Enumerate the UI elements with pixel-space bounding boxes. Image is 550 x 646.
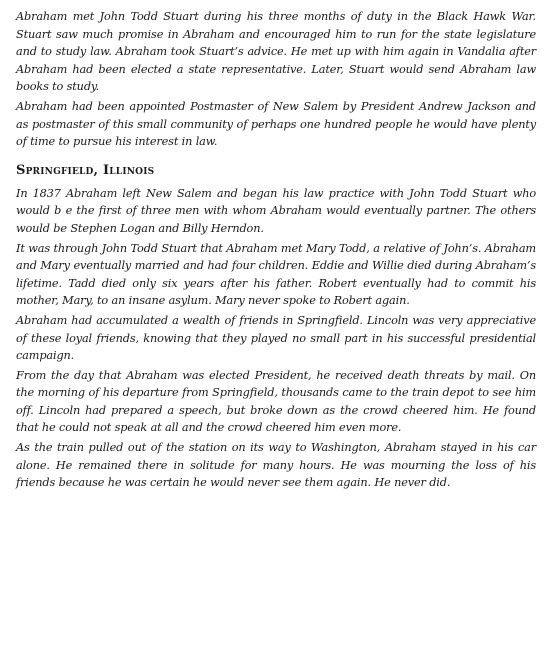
paragraph-postmaster: Abraham had been appointed Postmaster of New Salem by President Andrew Jackson and as postmaster of this small community of perhaps one hundred people he would have plenty of time to pursue his interest in law.: [16, 99, 536, 149]
section-heading: Springfield, Illinois: [16, 162, 155, 178]
paragraph-mary-todd: It was through John Todd Stuart that Abraham met Mary Todd, a relative of John’s. Abraham and Mary eventually married and had four children. Eddie and Willie died during Abraham’s lifetime. Tadd died only six years after his father. Robert eventually had to commit his mother, Mary, to an insane asylum. Mary never spoke to Robert again.: [16, 241, 536, 308]
paragraph-death-threats: From the day that Abraham was elected President, he received death threats by mail. On the morning of his departure from Springfield, thousands came to the train depot to see him off. Lincoln had prepared a speech, but broke down as the crowd cheered him. He found that he could not speak at all and the crowd cheered him even more.: [16, 368, 536, 435]
document-page: [16, 8, 536, 494]
paragraph-black-hawk-war: Abraham met John Todd Stuart during his three months of duty in the Black Hawk War. Stuart saw much promise in Abraham and encouraged him to run for the state legislature and to study law. Abraham took Stuart’s advice. He met up with him again in Vandalia after Abraham had been elected a state representative. Later, Stuart would send Abraham law books to study.: [16, 10, 536, 94]
paragraph-train-departure: As the train pulled out of the station on its way to Washington, Abraham stayed in his car alone. He remained there in solitude for many hours. He was mourning the loss of his friends because he was certain he would never see them again. He never did.: [16, 441, 536, 490]
paragraph-friends: Abraham had accumulated a wealth of friends in Springfield. Lincoln was very appreciative of these loyal friends, knowing that they played no small part in his successful presidential campaign.: [16, 313, 536, 363]
paragraph-law-practice: In 1837 Abraham left New Salem and began his law practice with John Todd Stuart who would b e the first of three men with whom Abraham would eventually partner. The others would be Stephen Logan and Billy Herndon.: [16, 186, 536, 235]
